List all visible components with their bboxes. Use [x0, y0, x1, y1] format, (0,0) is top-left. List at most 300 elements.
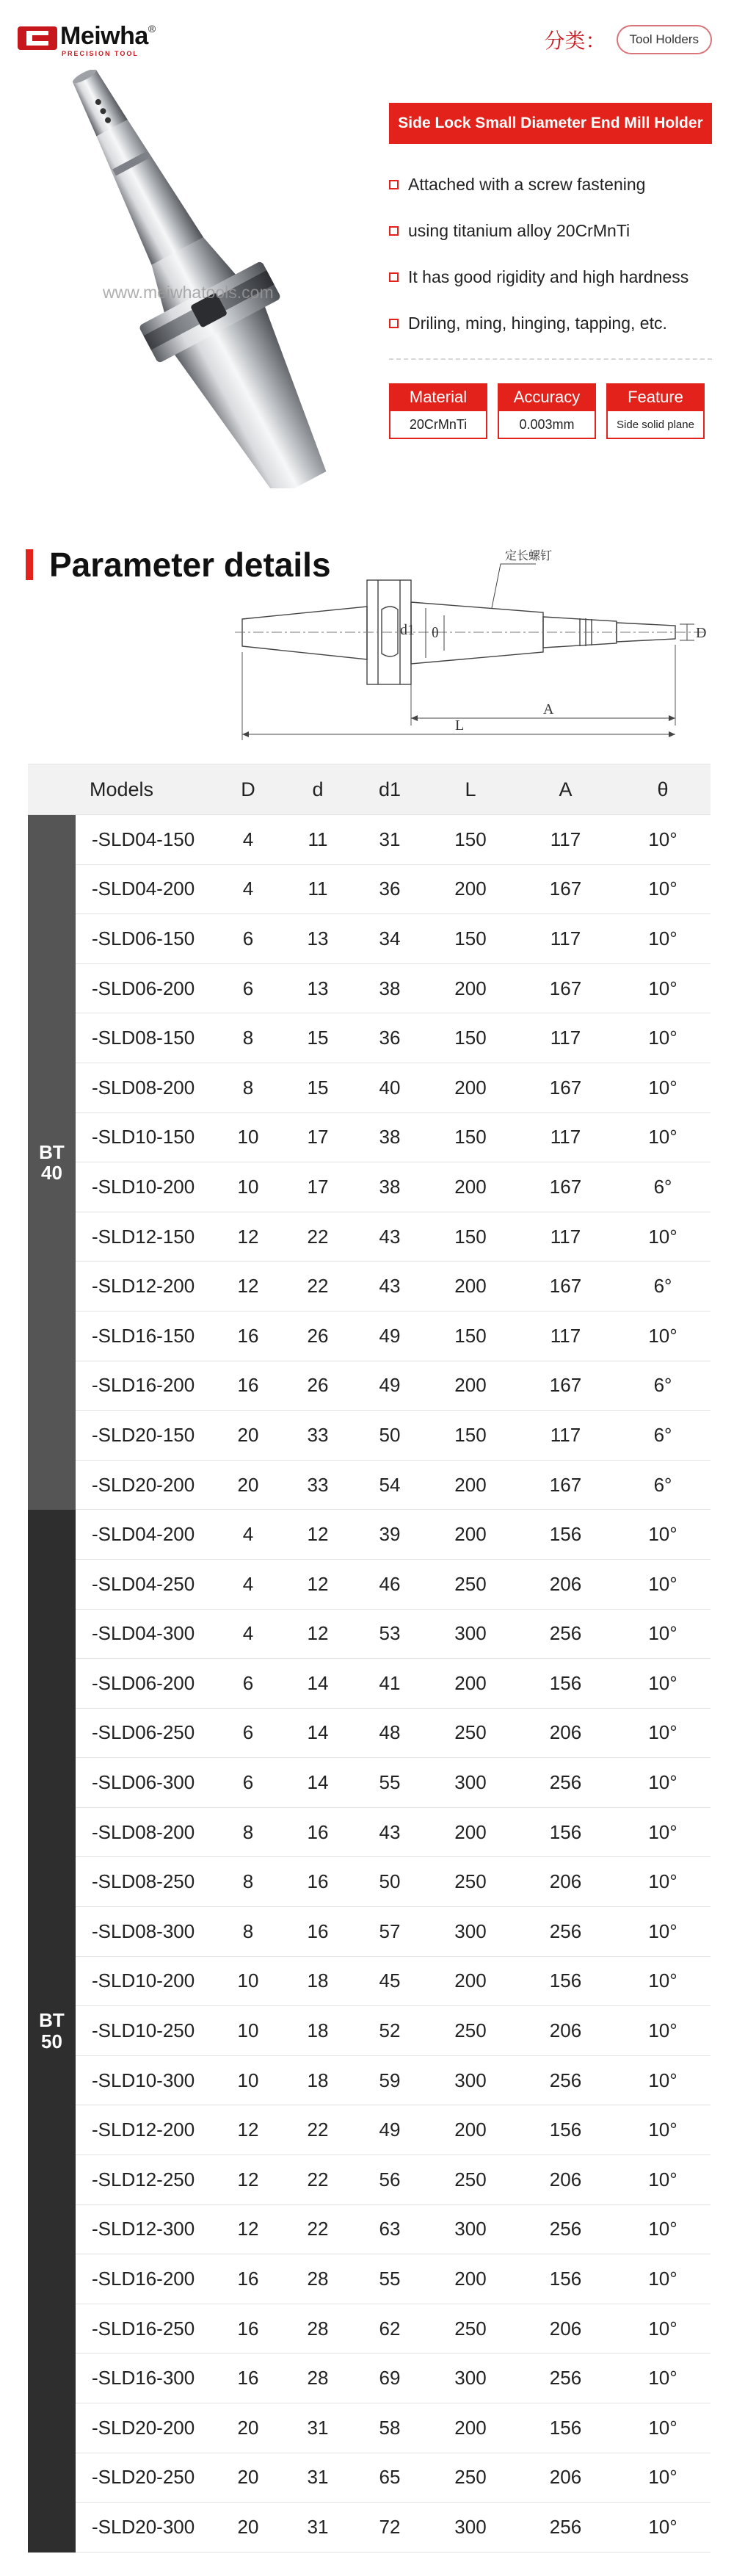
- category-label: 分类：: [544, 29, 606, 53]
- cell-A: 117: [550, 1324, 581, 1347]
- table-row: [76, 2354, 711, 2403]
- cell-theta: 10°: [648, 2416, 677, 2439]
- parameter-table: [28, 764, 711, 2553]
- cell-theta: 10°: [648, 1820, 677, 1843]
- table-row: [76, 2403, 711, 2453]
- table-row: [76, 1361, 711, 1411]
- cell-L: 200: [454, 1820, 487, 1843]
- brand-logo: [16, 23, 156, 60]
- cell-D: 8: [242, 1076, 254, 1099]
- category-tag[interactable]: Tool Holders: [617, 25, 713, 54]
- table-row: [76, 2304, 711, 2354]
- table-row: [76, 1411, 711, 1461]
- cell-theta: 10°: [648, 1523, 677, 1546]
- cell-D: 16: [237, 2317, 259, 2340]
- cell-L: 150: [454, 1423, 487, 1446]
- watermark: www.meiwhatools.com: [103, 283, 274, 302]
- cell-d: 17: [307, 1175, 329, 1198]
- brand-name: [60, 23, 156, 57]
- spec-value: 20CrMnTi: [389, 411, 487, 439]
- cell-theta: 10°: [648, 2268, 677, 2290]
- table-row: [76, 815, 711, 865]
- table-row: [76, 1659, 711, 1709]
- cell-A: 117: [550, 1225, 581, 1248]
- cell-D: 6: [242, 1771, 254, 1794]
- cell-d: 16: [307, 1920, 329, 1942]
- cell-A: 167: [549, 1473, 582, 1496]
- cell-model: -SLD16-150: [92, 1324, 195, 1347]
- spec-label: Material: [389, 383, 487, 411]
- cell-d: 11: [308, 828, 328, 850]
- feature-item: [389, 300, 719, 347]
- drawing-label-D: D: [696, 625, 707, 641]
- cell-d1: 50: [379, 1870, 401, 1893]
- cell-A: 117: [550, 1423, 581, 1446]
- header-L: L: [465, 778, 476, 800]
- feature-text: It has good rigidity and high hardness: [408, 267, 689, 286]
- cell-d: 22: [307, 2119, 329, 2141]
- cell-L: 200: [454, 1473, 487, 1496]
- table-row: [76, 1857, 711, 1907]
- cell-D: 6: [242, 927, 254, 949]
- cell-d1: 72: [379, 2515, 401, 2538]
- cell-theta: 10°: [648, 927, 677, 949]
- cell-model: -SLD16-250: [92, 2317, 195, 2340]
- cell-D: 20: [237, 1423, 259, 1446]
- table-row: [76, 1311, 711, 1361]
- cell-L: 250: [454, 1572, 487, 1595]
- cell-L: 250: [454, 1870, 487, 1893]
- drawing-label-d1: d1: [400, 622, 415, 638]
- cell-L: 250: [454, 2168, 487, 2190]
- table-row: [76, 1957, 711, 2007]
- cell-theta: 6°: [653, 1374, 672, 1397]
- table-row: [76, 1113, 711, 1163]
- cell-d1: 54: [379, 1473, 401, 1496]
- header-theta: θ: [657, 778, 669, 800]
- cell-D: 12: [237, 2168, 259, 2190]
- cell-theta: 10°: [648, 878, 677, 900]
- cell-model: -SLD20-300: [92, 2515, 195, 2538]
- table-row: [76, 2056, 711, 2106]
- cell-A: 167: [549, 1076, 582, 1099]
- group-label-line2: 50: [41, 2030, 62, 2053]
- cell-model: -SLD20-250: [92, 2466, 195, 2489]
- cell-theta: 10°: [648, 1870, 677, 1893]
- cell-d: 17: [307, 1126, 329, 1148]
- drawing-label-L: L: [455, 717, 465, 734]
- meiwha-logo-icon: [16, 23, 59, 53]
- cell-d: 18: [307, 2019, 329, 2042]
- heading-accent-bar: [26, 549, 33, 580]
- table-row: [76, 865, 711, 915]
- cell-d1: 62: [379, 2317, 401, 2340]
- cell-model: -SLD06-200: [92, 1671, 195, 1694]
- cell-theta: 10°: [648, 977, 677, 999]
- table-row: [76, 2453, 711, 2503]
- cell-A: 256: [549, 1622, 582, 1645]
- cell-d: 15: [307, 1027, 329, 1049]
- cell-A: 206: [549, 2466, 582, 2489]
- cell-A: 167: [549, 977, 582, 999]
- table-row: [76, 2503, 711, 2553]
- cell-d1: 43: [379, 1275, 401, 1298]
- product-title: Side Lock Small Diameter End Mill Holder: [389, 103, 712, 144]
- table-row: [76, 1907, 711, 1957]
- cell-d: 18: [307, 1969, 329, 1992]
- cell-A: 117: [550, 1027, 581, 1049]
- cell-D: 12: [237, 2119, 259, 2141]
- group-label-line1: BT: [39, 2009, 65, 2032]
- cell-D: 8: [242, 1820, 254, 1843]
- cell-A: 167: [549, 1175, 582, 1198]
- cell-model: -SLD08-150: [92, 1027, 195, 1049]
- cell-d: 33: [307, 1473, 329, 1496]
- cell-theta: 10°: [648, 2168, 677, 2190]
- cell-model: -SLD08-200: [92, 1820, 195, 1843]
- cell-theta: 10°: [648, 1076, 677, 1099]
- cell-d: 22: [307, 2218, 329, 2240]
- table-row: [76, 914, 711, 964]
- cell-L: 300: [454, 2218, 487, 2240]
- cell-theta: 10°: [648, 1622, 677, 1645]
- cell-model: -SLD04-200: [92, 878, 195, 900]
- cell-d: 28: [307, 2367, 329, 2389]
- cell-D: 16: [237, 1324, 259, 1347]
- cell-D: 20: [237, 1473, 259, 1496]
- cell-A: 117: [550, 828, 581, 850]
- cell-theta: 6°: [653, 1473, 672, 1496]
- cell-L: 200: [454, 2268, 487, 2290]
- table-row: [76, 1461, 711, 1510]
- brand-text: Meiwha: [60, 22, 148, 50]
- cell-A: 156: [549, 2268, 582, 2290]
- spec-boxes: [389, 383, 705, 439]
- cell-d: 33: [307, 1423, 329, 1446]
- cell-model: -SLD08-200: [92, 1076, 195, 1099]
- cell-A: 156: [549, 1820, 582, 1843]
- table-row: [76, 1162, 711, 1212]
- cell-L: 150: [454, 927, 487, 949]
- cell-theta: 10°: [648, 828, 677, 850]
- cell-theta: 10°: [648, 2367, 677, 2389]
- table-row: [76, 2105, 711, 2155]
- cell-d1: 55: [379, 1771, 401, 1794]
- cell-d: 26: [307, 1324, 329, 1347]
- cell-d1: 55: [379, 2268, 401, 2290]
- cell-model: -SLD16-300: [92, 2367, 195, 2389]
- table-row: [76, 1063, 711, 1113]
- cell-d: 11: [308, 878, 328, 900]
- cell-A: 256: [549, 1771, 582, 1794]
- cell-D: 12: [237, 1225, 259, 1248]
- feature-text: using titanium alloy 20CrMnTi: [408, 221, 631, 240]
- cell-theta: 10°: [648, 1126, 677, 1148]
- cell-A: 156: [549, 1969, 582, 1992]
- feature-item: [389, 254, 719, 300]
- cell-d: 15: [307, 1076, 329, 1099]
- header-A: A: [559, 778, 573, 800]
- cell-d1: 50: [379, 1423, 401, 1446]
- table-group-bt50: [28, 1510, 711, 2552]
- cell-A: 117: [550, 927, 581, 949]
- cell-theta: 10°: [648, 2069, 677, 2091]
- section-title: Parameter details: [49, 546, 331, 584]
- cell-D: 8: [242, 1870, 254, 1893]
- cell-L: 200: [454, 1523, 487, 1546]
- cell-A: 156: [549, 2416, 582, 2439]
- cell-D: 10: [237, 2069, 259, 2091]
- cell-theta: 6°: [653, 1175, 672, 1198]
- cell-d1: 39: [379, 1523, 401, 1546]
- cell-theta: 10°: [648, 1324, 677, 1347]
- bullet-square-icon: [389, 272, 399, 282]
- group-label-line1: BT: [39, 1140, 65, 1163]
- cell-D: 6: [242, 1721, 254, 1744]
- cell-d1: 49: [379, 1324, 401, 1347]
- header-d1: d1: [378, 778, 401, 800]
- cell-d1: 41: [379, 1671, 401, 1694]
- cell-d1: 53: [379, 1622, 401, 1645]
- cell-D: 8: [242, 1920, 254, 1942]
- cell-d1: 36: [379, 1027, 401, 1049]
- cell-A: 156: [549, 2119, 582, 2141]
- table-group-bt40: [28, 815, 711, 1510]
- table-row: [76, 1709, 711, 1759]
- cell-L: 150: [454, 1225, 487, 1248]
- cell-A: 156: [549, 1523, 582, 1546]
- table-row: [76, 964, 711, 1014]
- cell-d: 14: [307, 1721, 329, 1744]
- cell-D: 16: [237, 1374, 259, 1397]
- table-row: [76, 1560, 711, 1610]
- cell-L: 150: [454, 1027, 487, 1049]
- brand-subtitle: PRECISION TOOL: [62, 50, 139, 57]
- cell-d: 22: [307, 1225, 329, 1248]
- header-D: D: [241, 778, 255, 800]
- category: [544, 25, 712, 54]
- cell-D: 16: [237, 2268, 259, 2290]
- dashed-divider: [389, 358, 712, 360]
- cell-D: 20: [237, 2515, 259, 2538]
- cell-D: 8: [242, 1027, 254, 1049]
- cell-L: 300: [454, 2515, 487, 2538]
- cell-d1: 43: [379, 1225, 401, 1248]
- cell-L: 300: [454, 1920, 487, 1942]
- table-row: [76, 1262, 711, 1311]
- cell-L: 150: [454, 1126, 487, 1148]
- cell-A: 167: [549, 878, 582, 900]
- cell-theta: 10°: [648, 2515, 677, 2538]
- cell-d1: 49: [379, 1374, 401, 1397]
- cell-D: 4: [242, 1572, 254, 1595]
- cell-A: 206: [549, 2317, 582, 2340]
- cell-A: 206: [549, 1572, 582, 1595]
- cell-d: 12: [307, 1572, 329, 1595]
- cell-theta: 6°: [653, 1423, 672, 1446]
- cell-d1: 38: [379, 1175, 401, 1198]
- feature-text: Driling, ming, hinging, tapping, etc.: [408, 314, 667, 333]
- cell-d: 28: [307, 2317, 329, 2340]
- table-row: [76, 1212, 711, 1262]
- cell-d: 13: [307, 927, 329, 949]
- cell-L: 250: [454, 2466, 487, 2489]
- table-row: [76, 1013, 711, 1063]
- cell-theta: 10°: [648, 1671, 677, 1694]
- cell-A: 206: [549, 2019, 582, 2042]
- group-label-line2: 40: [41, 1162, 62, 1184]
- cell-model: -SLD06-150: [92, 927, 195, 949]
- cell-d: 14: [307, 1771, 329, 1794]
- cell-A: 256: [549, 2515, 582, 2538]
- cell-D: 4: [242, 878, 254, 900]
- spec-feature: [606, 383, 705, 439]
- cell-L: 250: [454, 2019, 487, 2042]
- cell-d1: 45: [379, 1969, 401, 1992]
- cell-A: 256: [549, 2367, 582, 2389]
- cell-model: -SLD20-200: [92, 2416, 195, 2439]
- cell-theta: 10°: [648, 1027, 677, 1049]
- cell-theta: 10°: [648, 2317, 677, 2340]
- cell-d1: 52: [379, 2019, 401, 2042]
- cell-L: 200: [454, 2119, 487, 2141]
- cell-D: 4: [242, 1523, 254, 1546]
- feature-text: Attached with a screw fastening: [408, 175, 646, 194]
- bullet-square-icon: [389, 319, 399, 328]
- cell-d1: 38: [379, 1126, 401, 1148]
- cell-D: 6: [242, 1671, 254, 1694]
- cell-d1: 46: [379, 1572, 401, 1595]
- cell-d: 14: [307, 1671, 329, 1694]
- cell-A: 156: [549, 1671, 582, 1694]
- drawing-label-A: A: [543, 701, 554, 717]
- cell-d1: 63: [379, 2218, 401, 2240]
- cell-d: 16: [307, 1870, 329, 1893]
- table-row: [76, 1510, 711, 1560]
- cell-d1: 56: [379, 2168, 401, 2190]
- cell-L: 200: [454, 1076, 487, 1099]
- registered-mark: ®: [148, 23, 156, 35]
- cell-D: 4: [242, 828, 254, 850]
- cell-L: 200: [454, 2416, 487, 2439]
- cell-D: 20: [237, 2466, 259, 2489]
- cell-A: 206: [549, 1721, 582, 1744]
- feature-item: [389, 162, 719, 208]
- cell-L: 200: [454, 1969, 487, 1992]
- cell-model: -SLD12-250: [92, 2168, 195, 2190]
- cell-A: 206: [549, 1870, 582, 1893]
- cell-theta: 10°: [648, 1920, 677, 1942]
- cell-model: -SLD04-200: [92, 1523, 195, 1546]
- cell-theta: 10°: [648, 1771, 677, 1794]
- bullet-square-icon: [389, 226, 399, 236]
- cell-L: 200: [454, 1275, 487, 1298]
- cell-D: 10: [237, 1175, 259, 1198]
- cell-d1: 34: [379, 927, 401, 949]
- cell-d1: 48: [379, 1721, 401, 1744]
- drawing-label-screw: 定长螺钉: [505, 549, 553, 562]
- group-label: [28, 815, 76, 1510]
- cell-model: -SLD04-250: [92, 1572, 195, 1595]
- cell-A: 256: [549, 2218, 582, 2240]
- cell-d: 22: [307, 2168, 329, 2190]
- cell-theta: 10°: [648, 2019, 677, 2042]
- cell-d1: 40: [379, 1076, 401, 1099]
- cell-d1: 31: [379, 828, 401, 850]
- cell-d: 31: [307, 2466, 329, 2489]
- cell-d1: 57: [379, 1920, 401, 1942]
- spec-material: [389, 383, 487, 439]
- table-row: [76, 1808, 711, 1858]
- cell-theta: 10°: [648, 2466, 677, 2489]
- cell-L: 200: [454, 977, 487, 999]
- spec-value: 0.003mm: [498, 411, 596, 439]
- cell-theta: 10°: [648, 2218, 677, 2240]
- cell-model: -SLD20-150: [92, 1423, 195, 1446]
- cell-d: 12: [307, 1622, 329, 1645]
- cell-L: 300: [454, 1622, 487, 1645]
- cell-model: -SLD04-150: [92, 828, 195, 850]
- cell-d1: 65: [379, 2466, 401, 2489]
- cell-d: 18: [307, 2069, 329, 2091]
- cell-L: 200: [454, 1175, 487, 1198]
- cell-D: 6: [242, 977, 254, 999]
- cell-model: -SLD12-200: [92, 1275, 195, 1298]
- cell-A: 256: [549, 1920, 582, 1942]
- cell-A: 206: [549, 2168, 582, 2190]
- cell-d: 16: [307, 1820, 329, 1843]
- cell-d: 26: [307, 1374, 329, 1397]
- table-row: [76, 2006, 711, 2056]
- cell-model: -SLD04-300: [92, 1622, 195, 1645]
- header-models: Models: [89, 778, 154, 800]
- cell-d1: 58: [379, 2416, 401, 2439]
- cell-theta: 10°: [648, 1721, 677, 1744]
- cell-L: 200: [454, 878, 487, 900]
- cell-D: 10: [237, 1126, 259, 1148]
- cell-L: 150: [454, 828, 487, 850]
- cell-d1: 69: [379, 2367, 401, 2389]
- cell-model: -SLD12-200: [92, 2119, 195, 2141]
- cell-A: 167: [549, 1275, 582, 1298]
- cell-model: -SLD08-300: [92, 1920, 195, 1942]
- cell-L: 200: [454, 1374, 487, 1397]
- cell-model: -SLD06-300: [92, 1771, 195, 1794]
- group-label: [28, 1510, 76, 2552]
- cell-A: 167: [549, 1374, 582, 1397]
- cell-model: -SLD12-150: [92, 1225, 195, 1248]
- cell-D: 4: [242, 1622, 254, 1645]
- feature-item: [389, 208, 719, 254]
- cell-D: 20: [237, 2416, 259, 2439]
- tool-holder-image: [0, 70, 382, 488]
- spec-value: Side solid plane: [606, 411, 705, 439]
- cell-D: 10: [237, 2019, 259, 2042]
- spec-label: Feature: [606, 383, 705, 411]
- spec-accuracy: [498, 383, 596, 439]
- cell-d: 13: [307, 977, 329, 999]
- cell-model: -SLD16-200: [92, 1374, 195, 1397]
- table-row: [76, 2155, 711, 2205]
- cell-L: 150: [454, 1324, 487, 1347]
- table-row: [76, 1758, 711, 1808]
- cell-model: -SLD10-200: [92, 1175, 195, 1198]
- cell-L: 300: [454, 2069, 487, 2091]
- feature-list: [389, 162, 719, 347]
- cell-d: 28: [307, 2268, 329, 2290]
- cell-model: -SLD06-250: [92, 1721, 195, 1744]
- cell-d1: 38: [379, 977, 401, 999]
